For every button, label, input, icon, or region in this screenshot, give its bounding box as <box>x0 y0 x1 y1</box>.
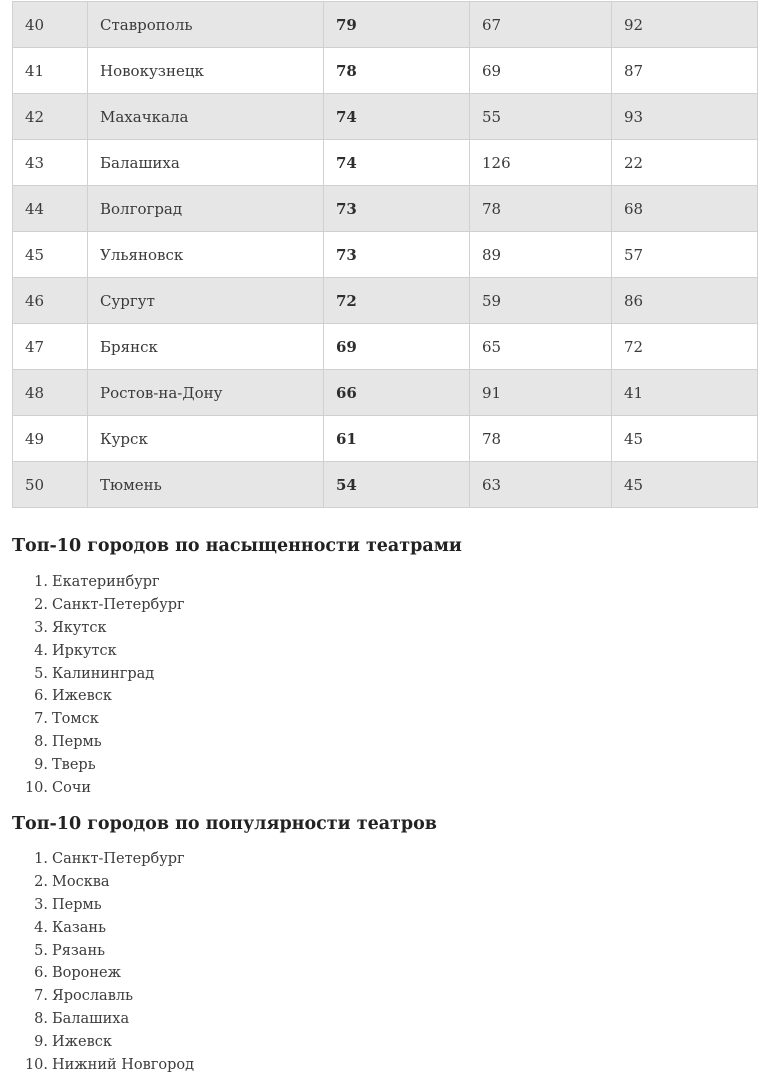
total-score-cell: 78 <box>324 48 470 94</box>
score-a-cell: 78 <box>470 186 612 232</box>
list-item <box>12 871 194 894</box>
list-label: Екатеринбург <box>52 574 160 590</box>
list-number: 1. <box>34 851 48 867</box>
list-number: 10. <box>24 1057 48 1074</box>
list-item <box>12 754 185 777</box>
list-label: Калининград <box>52 665 155 682</box>
city-cell: Балашиха <box>88 140 324 186</box>
total-score-cell: 69 <box>324 324 470 370</box>
list-item <box>12 1054 194 1077</box>
list-label: Тверь <box>52 757 96 774</box>
table-row <box>13 416 758 462</box>
score-a-cell: 55 <box>470 94 612 140</box>
list-number: 6. <box>34 688 48 705</box>
list-item <box>12 663 185 686</box>
rank-cell: 48 <box>13 370 88 416</box>
rank-cell: 46 <box>13 278 88 324</box>
rank-cell: 49 <box>13 416 88 462</box>
city-ranking-table <box>12 1 758 508</box>
list-item <box>12 731 185 754</box>
city-cell: Махачкала <box>88 94 324 140</box>
list-item <box>12 940 194 963</box>
city-cell: Ульяновск <box>88 232 324 278</box>
list-item <box>12 571 185 594</box>
list-number: 4. <box>34 919 48 936</box>
list-label: Нижний Новгород <box>52 1057 195 1074</box>
list-label: Томск <box>52 711 99 728</box>
list-number: 9. <box>34 757 48 774</box>
list-label: Якутск <box>52 619 107 636</box>
score-a-cell: 78 <box>470 416 612 462</box>
score-a-cell: 89 <box>470 232 612 278</box>
list-label: Пермь <box>52 734 102 751</box>
list-label: Санкт-Петербург <box>52 851 185 867</box>
list-number: 2. <box>34 596 48 613</box>
list-number: 9. <box>34 1034 48 1051</box>
list-number: 3. <box>34 619 48 636</box>
city-cell: Тюмень <box>88 462 324 508</box>
list-number: 5. <box>34 942 48 959</box>
list-number: 10. <box>24 780 48 797</box>
rank-cell: 42 <box>13 94 88 140</box>
table-row <box>13 140 758 186</box>
score-b-cell: 68 <box>612 186 758 232</box>
list-label: Санкт-Петербург <box>52 596 185 613</box>
total-score-cell: 72 <box>324 278 470 324</box>
table-row <box>13 278 758 324</box>
list-number: 5. <box>34 665 48 682</box>
table-row <box>13 232 758 278</box>
total-score-cell: 73 <box>324 186 470 232</box>
score-a-cell: 69 <box>470 48 612 94</box>
table-row <box>13 324 758 370</box>
list-label: Балашиха <box>52 1011 130 1028</box>
total-score-cell: 73 <box>324 232 470 278</box>
table-row <box>13 2 758 48</box>
list-item <box>12 1008 194 1031</box>
rank-cell: 41 <box>13 48 88 94</box>
list-label: Москва <box>52 873 110 890</box>
score-b-cell: 41 <box>612 370 758 416</box>
list-label: Ижевск <box>52 688 112 705</box>
list-item <box>12 894 194 917</box>
list-label: Иркутск <box>52 642 117 659</box>
list-number: 2. <box>34 873 48 890</box>
total-score-cell: 54 <box>324 462 470 508</box>
popularity-list <box>12 848 194 1077</box>
score-b-cell: 45 <box>612 416 758 462</box>
rank-cell: 40 <box>13 2 88 48</box>
total-score-cell: 61 <box>324 416 470 462</box>
list-item <box>12 962 194 985</box>
rank-cell: 50 <box>13 462 88 508</box>
list-item <box>12 985 194 1008</box>
city-cell: Новокузнецк <box>88 48 324 94</box>
score-a-cell: 59 <box>470 278 612 324</box>
city-cell: Волгоград <box>88 186 324 232</box>
list-number: 1. <box>34 574 48 590</box>
total-score-cell: 74 <box>324 140 470 186</box>
score-b-cell: 93 <box>612 94 758 140</box>
table-row <box>13 370 758 416</box>
list-number: 3. <box>34 896 48 913</box>
city-cell: Сургут <box>88 278 324 324</box>
total-score-cell: 79 <box>324 2 470 48</box>
list-number: 7. <box>34 988 48 1005</box>
list-item <box>12 848 194 871</box>
list-label: Ярославль <box>52 988 133 1005</box>
rank-cell: 43 <box>13 140 88 186</box>
saturation-heading: Топ-10 городов по насыщенности театрами <box>12 536 462 556</box>
popularity-heading: Топ-10 городов по популярности театров <box>12 814 437 834</box>
list-number: 6. <box>34 965 48 982</box>
rank-cell: 44 <box>13 186 88 232</box>
table-row <box>13 94 758 140</box>
saturation-list <box>12 571 185 800</box>
list-item <box>12 640 185 663</box>
list-label: Сочи <box>52 780 92 797</box>
list-label: Казань <box>52 919 106 936</box>
list-number: 8. <box>34 734 48 751</box>
list-number: 8. <box>34 1011 48 1028</box>
total-score-cell: 66 <box>324 370 470 416</box>
score-b-cell: 86 <box>612 278 758 324</box>
city-cell: Курск <box>88 416 324 462</box>
list-item <box>12 594 185 617</box>
list-item <box>12 617 185 640</box>
score-b-cell: 22 <box>612 140 758 186</box>
score-a-cell: 91 <box>470 370 612 416</box>
list-item <box>12 917 194 940</box>
list-number: 4. <box>34 642 48 659</box>
list-label: Пермь <box>52 896 102 913</box>
list-number: 7. <box>34 711 48 728</box>
score-a-cell: 67 <box>470 2 612 48</box>
score-b-cell: 92 <box>612 2 758 48</box>
table-row <box>13 48 758 94</box>
score-b-cell: 87 <box>612 48 758 94</box>
city-cell: Ставрополь <box>88 2 324 48</box>
list-item <box>12 685 185 708</box>
score-b-cell: 45 <box>612 462 758 508</box>
list-item <box>12 708 185 731</box>
score-a-cell: 65 <box>470 324 612 370</box>
table-body <box>13 2 758 508</box>
table-row <box>13 186 758 232</box>
score-a-cell: 126 <box>470 140 612 186</box>
rank-cell: 47 <box>13 324 88 370</box>
score-b-cell: 57 <box>612 232 758 278</box>
total-score-cell: 74 <box>324 94 470 140</box>
list-item <box>12 777 185 800</box>
city-cell: Ростов-на-Дону <box>88 370 324 416</box>
list-label: Воронеж <box>52 965 121 982</box>
rank-cell: 45 <box>13 232 88 278</box>
city-cell: Брянск <box>88 324 324 370</box>
list-label: Ижевск <box>52 1034 112 1051</box>
score-a-cell: 63 <box>470 462 612 508</box>
list-label: Рязань <box>52 942 106 959</box>
list-item <box>12 1031 194 1054</box>
table-row <box>13 462 758 508</box>
score-b-cell: 72 <box>612 324 758 370</box>
